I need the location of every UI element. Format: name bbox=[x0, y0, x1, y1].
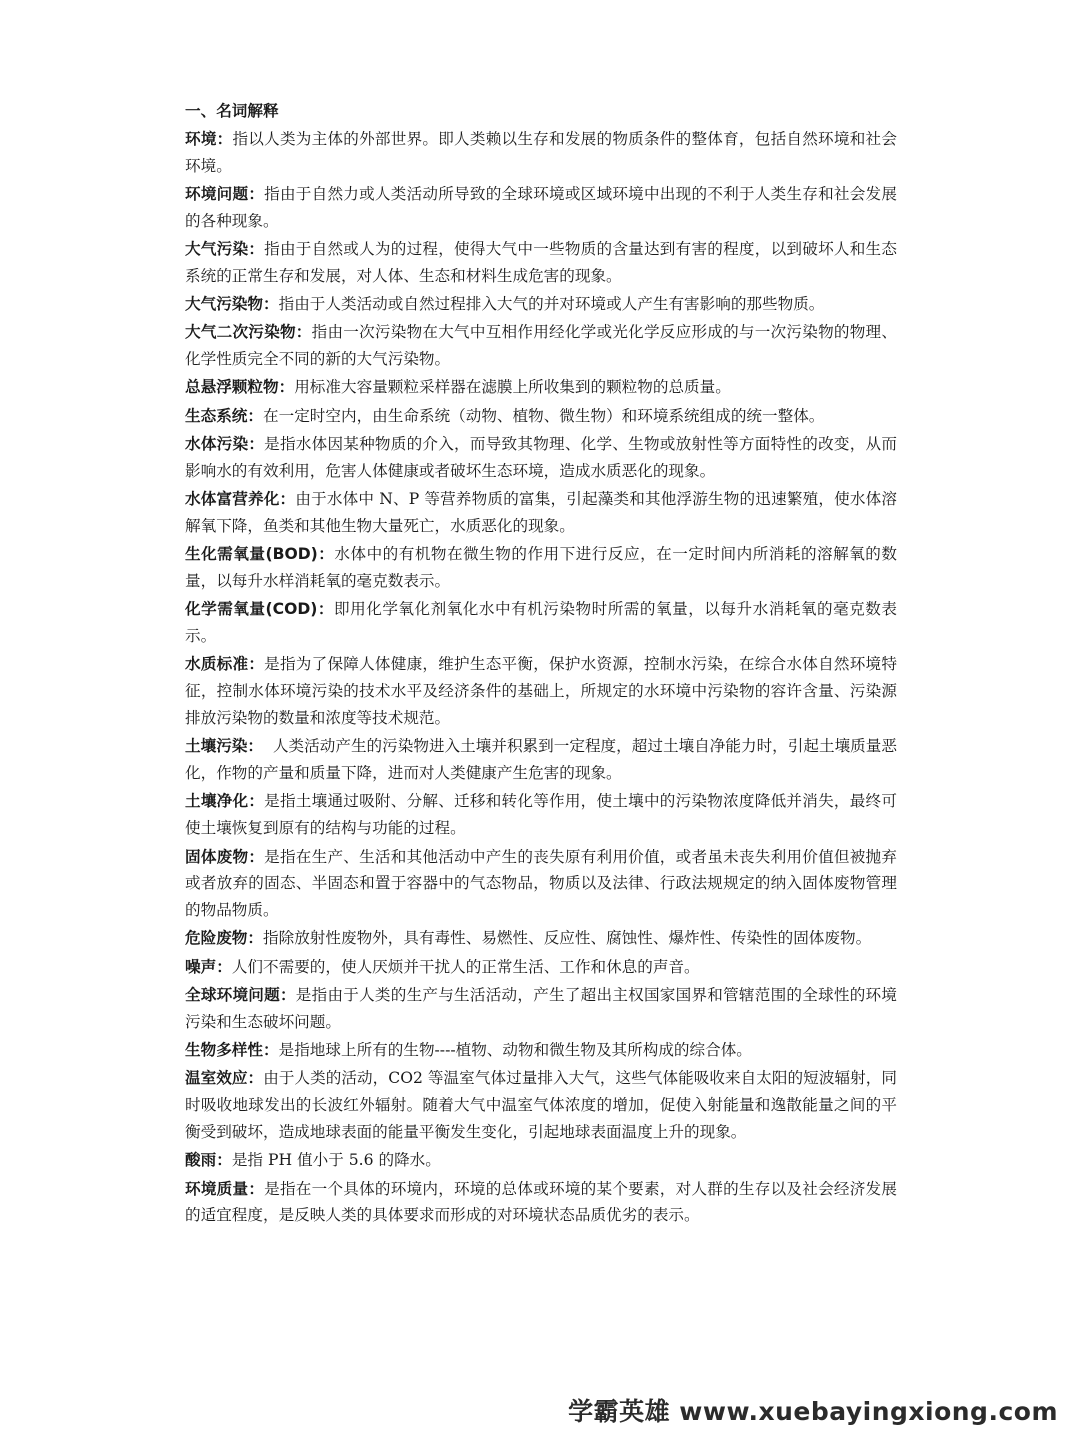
definition-entry bbox=[185, 374, 897, 401]
definition-text: 指以人类为主体的外部世界。即人类赖以生存和发展的物质条件的整体育，包括自然环境和社会环境。 bbox=[185, 129, 897, 175]
definition-separator: ： bbox=[248, 792, 265, 811]
definition-text: 是指在一个具体的环境内，环境的总体或环境的某个要素，对人群的生存以及社会经济发展的适宜程度，是反映人类的具体要求而形成的对环境状态品质优劣的表示。 bbox=[185, 1179, 897, 1225]
definition-separator: ： bbox=[248, 184, 265, 203]
definition-text: 人类活动产生的污染物进入土壤并积累到一定程度，超过土壤自净能力时，引起土壤质量恶化，作物的产量和质量下降，进而对人类健康产生危害的现象。 bbox=[185, 737, 897, 783]
definition-entry bbox=[185, 788, 897, 842]
definition-term: 环境问题 bbox=[185, 184, 249, 203]
definition-text: 指除放射性废物外，具有毒性、易燃性、反应性、腐蚀性、爆炸性、传染性的固体废物。 bbox=[263, 929, 872, 948]
definition-list bbox=[185, 126, 897, 1229]
definition-term: 土壤污染 bbox=[185, 737, 248, 756]
definition-term: 环境质量 bbox=[185, 1179, 249, 1198]
definition-entry bbox=[185, 1147, 897, 1174]
definition-entry bbox=[185, 431, 897, 485]
definition-separator: ： bbox=[248, 847, 265, 866]
definition-text: 在一定时空内，由生命系统（动物、植物、微生物）和环境系统组成的统一整体。 bbox=[263, 406, 825, 425]
definition-separator: ： bbox=[262, 295, 279, 314]
definition-term: 土壤净化 bbox=[185, 792, 249, 811]
definition-term: 化学需氧量 bbox=[185, 600, 266, 619]
definition-separator: ： bbox=[248, 435, 265, 454]
definition-term: 生化需氧量 bbox=[185, 545, 266, 564]
definition-text: 由于水体中 N、P 等营养物质的富集，引起藻类和其他浮游生物的迅速繁殖，使水体溶解氧下降，鱼类和其他生物大量死亡，水质恶化的现象。 bbox=[185, 490, 897, 535]
site-watermark: 学霸英雄 www.xuebayingxiong.com bbox=[568, 1397, 1058, 1426]
definition-term: 水质标准 bbox=[185, 655, 249, 674]
definition-entry bbox=[185, 403, 897, 430]
definition-separator: ： bbox=[247, 929, 263, 948]
definition-separator: ： bbox=[248, 655, 265, 674]
definition-term: 温室效应 bbox=[185, 1069, 248, 1088]
definition-term: 大气污染 bbox=[185, 239, 249, 258]
definition-term: 危险废物 bbox=[185, 929, 248, 948]
definition-separator: ： bbox=[247, 737, 264, 756]
definition-entry bbox=[185, 651, 897, 731]
definition-text: 是指在生产、生活和其他活动中产生的丧失原有利用价值，或者虽未丧失利用价值但被抛弃或者放弃的固态、半固态和置于容器中的气态物品，物质以及法律、行政法规规定的纳入固体废物管理的物品物质。 bbox=[185, 847, 897, 920]
definition-entry bbox=[185, 1176, 897, 1230]
definition-text: 人们不需要的，使人厌烦并干扰人的正常生活、工作和休息的声音。 bbox=[231, 957, 700, 976]
definition-entry bbox=[185, 1037, 897, 1064]
definition-text: 是指土壤通过吸附、分解、迁移和转化等作用，使土壤中的污染物浓度降低并消失，最终可使土壤恢复到原有的结构与功能的过程。 bbox=[185, 792, 897, 838]
definition-term: 酸雨 bbox=[185, 1151, 217, 1170]
definition-separator: ： bbox=[216, 129, 233, 148]
definition-entry bbox=[185, 844, 897, 924]
definition-term: 生态系统 bbox=[185, 406, 248, 425]
definition-entry bbox=[185, 954, 897, 981]
definition-separator: ： bbox=[216, 1151, 232, 1170]
definition-separator: ： bbox=[247, 406, 263, 425]
definition-separator: (BOD)： bbox=[265, 545, 335, 564]
definition-text: 是指 PH 值小于 5.6 的降水。 bbox=[231, 1151, 441, 1170]
definition-separator: ： bbox=[295, 323, 312, 342]
definition-term: 大气污染物 bbox=[185, 295, 263, 314]
definition-text: 用标准大容量颗粒采样器在滤膜上所收集到的颗粒物的总质量。 bbox=[294, 378, 731, 397]
definition-text: 是指由于人类的生产与生活活动，产生了超出主权国家国界和管辖范围的全球性的环境污染和生态破坏问题。 bbox=[185, 986, 897, 1031]
definition-separator: ： bbox=[279, 986, 296, 1004]
section-title: 一、名词解释 bbox=[185, 102, 279, 120]
definition-term: 生物多样性 bbox=[185, 1041, 263, 1060]
definition-entry bbox=[185, 541, 897, 595]
definition-text: 是指地球上所有的生物----植物、动物和微生物及其所构成的综合体。 bbox=[278, 1041, 752, 1060]
definition-term: 水体富营养化 bbox=[185, 490, 280, 509]
definition-text: 指由于自然或人为的过程，使得大气中一些物质的含量达到有害的程度，以到破坏人和生态系统的正常生存和发展，对人体、生态和材料生成危害的现象。 bbox=[185, 239, 897, 285]
definition-text: 水体中的有机物在微生物的作用下进行反应，在一定时间内所消耗的溶解氧的数量，以每升水样消耗氧的毫克数表示。 bbox=[185, 545, 897, 591]
definition-separator: ： bbox=[278, 378, 295, 397]
definition-separator: ： bbox=[248, 1179, 265, 1198]
definition-term: 全球环境问题 bbox=[185, 986, 280, 1004]
definition-term: 总悬浮颗粒物 bbox=[185, 378, 279, 397]
definition-entry bbox=[185, 596, 897, 650]
definition-text: 是指为了保障人体健康，维护生态平衡，保护水资源，控制水污染，在综合水体自然环境特征，控制水体环境污染的技术水平及经济条件的基础上，所规定的水环境中污染物的容许含量、污染源排放污染物的数量和浓度等技术规范。 bbox=[185, 655, 897, 728]
definition-entry bbox=[185, 126, 897, 180]
definition-term: 固体废物 bbox=[185, 847, 249, 866]
definition-text: 是指水体因某种物质的介入，而导致其物理、化学、生物或放射性等方面特性的改变，从而影响水的有效利用，危害人体健康或者破坏生态环境，造成水质恶化的现象。 bbox=[185, 435, 897, 480]
definition-term: 噪声 bbox=[185, 957, 217, 976]
definition-entry bbox=[185, 181, 897, 235]
definition-entry bbox=[185, 1065, 897, 1145]
definition-term: 环境 bbox=[185, 129, 217, 148]
definition-separator: (COD)： bbox=[265, 600, 335, 619]
definition-term: 水体污染 bbox=[185, 435, 249, 454]
definition-text: 指由一次污染物在大气中互相作用经化学或光化学反应形成的与一次污染物的物理、化学性质完全不同的新的大气污染物。 bbox=[185, 323, 897, 369]
definition-text: 指由于人类活动或自然过程排入大气的并对环境或人产生有害影响的那些物质。 bbox=[278, 295, 825, 314]
definition-entry bbox=[185, 733, 897, 787]
definition-separator: ： bbox=[247, 1069, 264, 1088]
definition-separator: ： bbox=[216, 957, 232, 976]
definition-entry bbox=[185, 925, 897, 952]
definition-entry bbox=[185, 319, 897, 373]
definition-separator: ： bbox=[279, 490, 296, 509]
definition-entry bbox=[185, 236, 897, 290]
definition-text: 指由于自然力或人类活动所导致的全球环境或区域环境中出现的不利于人类生存和社会发展的各种现象。 bbox=[185, 184, 897, 230]
definition-entry bbox=[185, 982, 897, 1036]
definition-entry bbox=[185, 486, 897, 540]
definition-text: 由于人类的活动，CO2 等温室气体过量排入大气，这些气体能吸收来自太阳的短波辐射，同时吸收地球发出的长波红外辐射。随着大气中温室气体浓度的增加，促使入射能量和逸散能量之间的平衡受到破坏，造成地球表面的能量平衡发生变化，引起地球表面温度上升的现象。 bbox=[185, 1069, 897, 1141]
definition-separator: ： bbox=[248, 239, 265, 258]
definition-text: 即用化学氧化剂氧化水中有机污染物时所需的氧量，以每升水消耗氧的毫克数表示。 bbox=[185, 600, 897, 646]
definition-term: 大气二次污染物 bbox=[185, 323, 296, 342]
document-body bbox=[185, 98, 897, 1231]
definition-entry bbox=[185, 291, 897, 318]
definition-separator: ： bbox=[262, 1041, 279, 1060]
